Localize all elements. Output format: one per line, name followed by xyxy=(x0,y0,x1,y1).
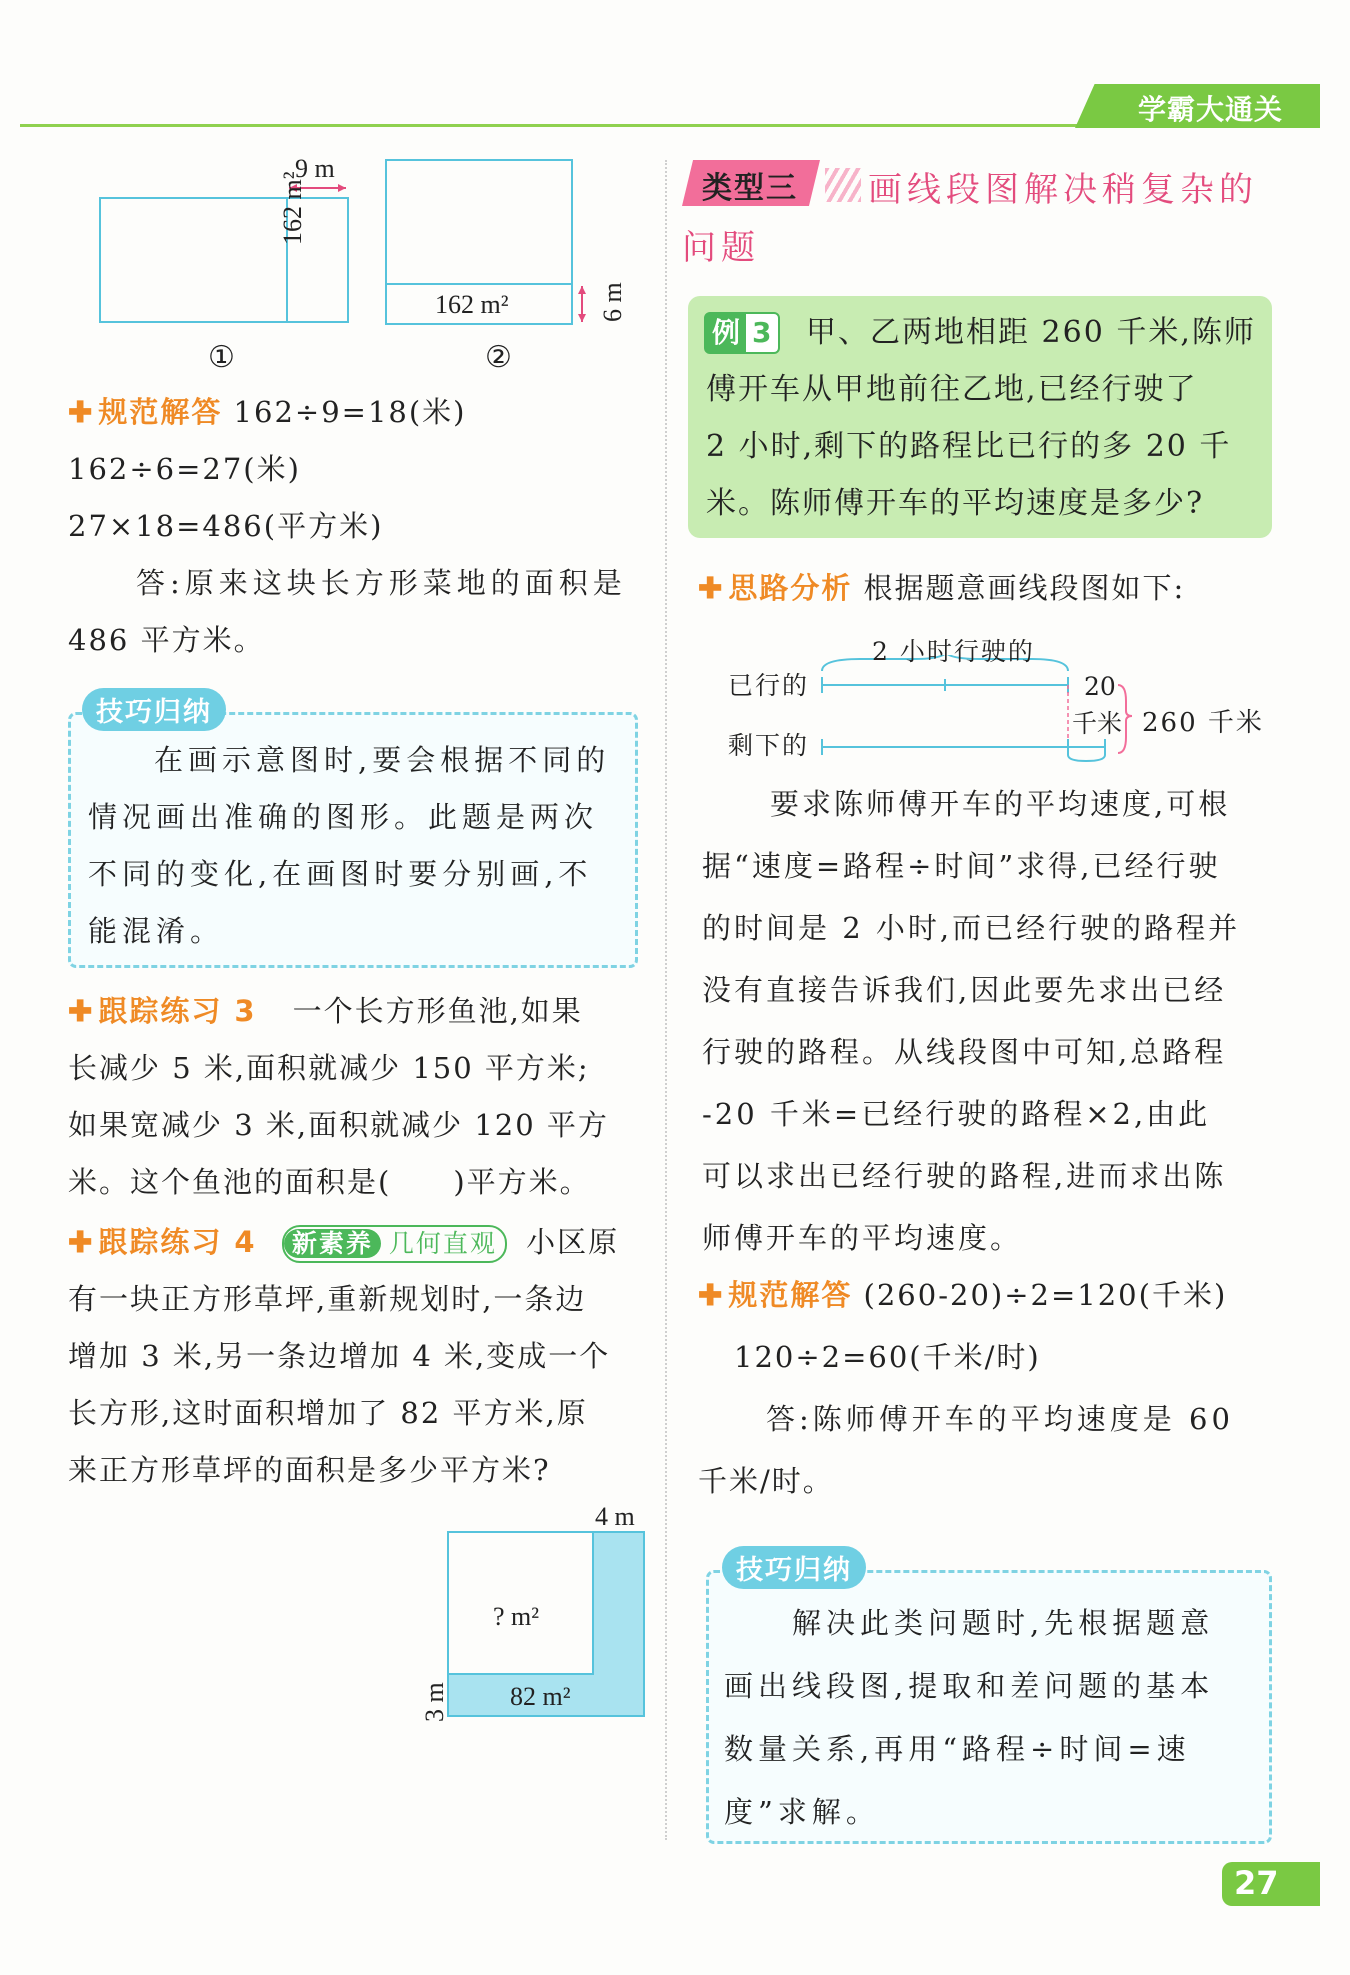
practice-4-line-4: 来正方形草坪的面积是多少平方米? xyxy=(68,1453,551,1487)
practice-4-badge-sub: 几何直观 xyxy=(388,1229,497,1258)
right-tip-line-4: 度”求解。 xyxy=(724,1795,880,1829)
type-title-2: 问题 xyxy=(682,228,760,268)
fig1-circle: ① xyxy=(208,341,235,374)
fig3-side-label: 3 m xyxy=(420,1682,449,1722)
practice-3-line-4: 米。这个鱼池的面积是( )平方米。 xyxy=(68,1165,591,1199)
practice-4-line-3: 长方形,这时面积增加了 82 平方米,原 xyxy=(68,1396,588,1430)
segment-row1-label: 已行的 xyxy=(728,671,810,700)
right-tip-text xyxy=(724,1592,1264,1844)
explain-line-7: 可以求出已经行驶的路程,进而求出陈 xyxy=(702,1159,1227,1193)
explain-line-4: 没有直接告诉我们,因此要先求出已经 xyxy=(702,973,1227,1007)
left-solution-line-1: 162÷9=18(米) xyxy=(233,395,467,429)
type-title-1: 画线段图解决稍复杂的 xyxy=(868,170,1258,210)
explain-line-5: 行驶的路程。从线段图中可知,总路程 xyxy=(702,1035,1227,1069)
left-solution-label: 规范解答 xyxy=(98,395,223,429)
plus-icon: ✚ xyxy=(698,1278,725,1312)
example-tag-num: 3 xyxy=(752,316,772,349)
explain-line-3: 的时间是 2 小时,而已经行驶的路程并 xyxy=(702,911,1241,945)
explain-line-1: 要求陈师傅开车的平均速度,可根 xyxy=(770,787,1231,821)
practice-3-line-2: 长减少 5 米,面积就减少 150 平方米; xyxy=(68,1051,590,1085)
explain-line-2: 据“速度=路程÷时间”求得,已经行驶 xyxy=(702,849,1221,883)
left-tip-label: 技巧归纳 xyxy=(82,688,226,731)
practice-4-label: 跟踪练习 4 xyxy=(98,1225,257,1259)
example-line-3: 2 小时,剩下的路程比已行的多 20 千 xyxy=(706,429,1232,464)
practice-3 xyxy=(68,983,658,1211)
example-line-2: 傅开车从甲地前往乙地,已经行驶了 xyxy=(706,372,1198,407)
left-tip-line-4: 能混淆。 xyxy=(88,914,225,948)
left-solution-line-2: 162÷6=27(米) xyxy=(68,452,301,486)
practice-3-label: 跟踪练习 3 xyxy=(98,994,257,1028)
practice-3-line-1: 一个长方形鱼池,如果 xyxy=(292,994,583,1028)
plus-icon: ✚ xyxy=(68,994,95,1028)
practice-4-line-1: 有一块正方形草坪,重新规划时,一条边 xyxy=(68,1282,587,1316)
right-tip-line-2: 画出线段图,提取和差问题的基本 xyxy=(724,1669,1215,1703)
right-solution-line-1: (260-20)÷2=120(千米) xyxy=(863,1278,1228,1312)
segment-top-label: 2 小时行驶的 xyxy=(872,637,1035,666)
practice-4-line-2: 增加 3 米,另一条边增加 4 米,变成一个 xyxy=(68,1339,611,1373)
right-tip-line-1: 解决此类问题时,先根据题意 xyxy=(792,1606,1215,1640)
left-tip-text xyxy=(88,732,628,960)
fig1-area-label: 162 m² xyxy=(278,171,307,245)
example-tag-main: 例 xyxy=(706,314,746,352)
fig2-height-label: 6 m xyxy=(598,282,627,322)
example-text xyxy=(706,304,1266,532)
fig3-center-label: ? m² xyxy=(493,1602,540,1631)
left-solution-line-3: 27×18=486(平方米) xyxy=(68,509,384,543)
left-solution-answer-2: 486 平方米。 xyxy=(68,623,265,657)
header-badge-text: 学霸大通关 xyxy=(1138,93,1284,126)
right-solution-answer-1: 答:陈师傅开车的平均速度是 60 xyxy=(766,1402,1234,1436)
example-line-1: 甲、乙两地相距 260 千米,陈师 xyxy=(806,315,1256,350)
segment-extra-1: 20 xyxy=(1084,672,1116,701)
left-solution-answer-1: 答:原来这块长方形菜地的面积是 xyxy=(136,566,627,600)
right-tip-line-3: 数量关系,再用“路程÷时间=速 xyxy=(724,1732,1191,1766)
explain-line-6: -20 千米=已经行驶的路程×2,由此 xyxy=(702,1097,1211,1131)
page-number: 27 xyxy=(1234,1864,1279,1902)
practice-4 xyxy=(68,1214,658,1499)
segment-extra-2: 千米 xyxy=(1072,709,1123,738)
figure-1-2 xyxy=(90,150,650,380)
left-tip-line-2: 情况画出准确的图形。此题是两次 xyxy=(88,800,599,834)
left-tip-line-1: 在画示意图时,要会根据不同的 xyxy=(154,743,611,777)
type-tag-text: 类型三 xyxy=(702,171,798,206)
right-solution-answer-2: 千米/时。 xyxy=(698,1464,834,1498)
right-solution-label: 规范解答 xyxy=(728,1278,853,1312)
segment-row2-label: 剩下的 xyxy=(728,731,810,760)
right-tip-label: 技巧归纳 xyxy=(722,1546,866,1589)
fig3-bottom-label: 82 m² xyxy=(510,1682,571,1711)
fig1-width-label: 9 m xyxy=(295,154,335,183)
left-tip-line-3: 不同的变化,在画图时要分别画,不 xyxy=(88,857,593,891)
practice-3-line-3: 如果宽减少 3 米,面积就减少 120 平方 xyxy=(68,1108,609,1142)
right-solution-line-2: 120÷2=60(千米/时) xyxy=(734,1340,1041,1374)
plus-icon: ✚ xyxy=(68,1225,95,1259)
left-solution xyxy=(68,384,658,669)
right-solution xyxy=(698,1264,1288,1512)
explanation xyxy=(702,773,1287,1269)
column-divider xyxy=(665,160,667,1840)
segment-total: 260 千米 xyxy=(1142,708,1264,738)
practice-4-badge xyxy=(282,1225,507,1263)
explain-line-8: 师傅开车的平均速度。 xyxy=(702,1221,1023,1255)
analysis-label: 思路分析 xyxy=(728,571,853,605)
fig3-top-label: 4 m xyxy=(595,1502,635,1531)
plus-icon: ✚ xyxy=(68,395,95,429)
practice-4-badge-main: 新素养 xyxy=(284,1229,381,1258)
example-line-4: 米。陈师傅开车的平均速度是多少? xyxy=(706,486,1205,521)
analysis-header xyxy=(698,560,1288,617)
type-tag-stripes xyxy=(825,168,861,202)
practice-4-first: 小区原 xyxy=(526,1225,620,1259)
fig2-circle: ② xyxy=(485,341,512,374)
analysis-intro: 根据题意画线段图如下: xyxy=(863,571,1186,605)
plus-icon: ✚ xyxy=(698,571,725,605)
fig2-area-label: 162 m² xyxy=(435,290,509,319)
